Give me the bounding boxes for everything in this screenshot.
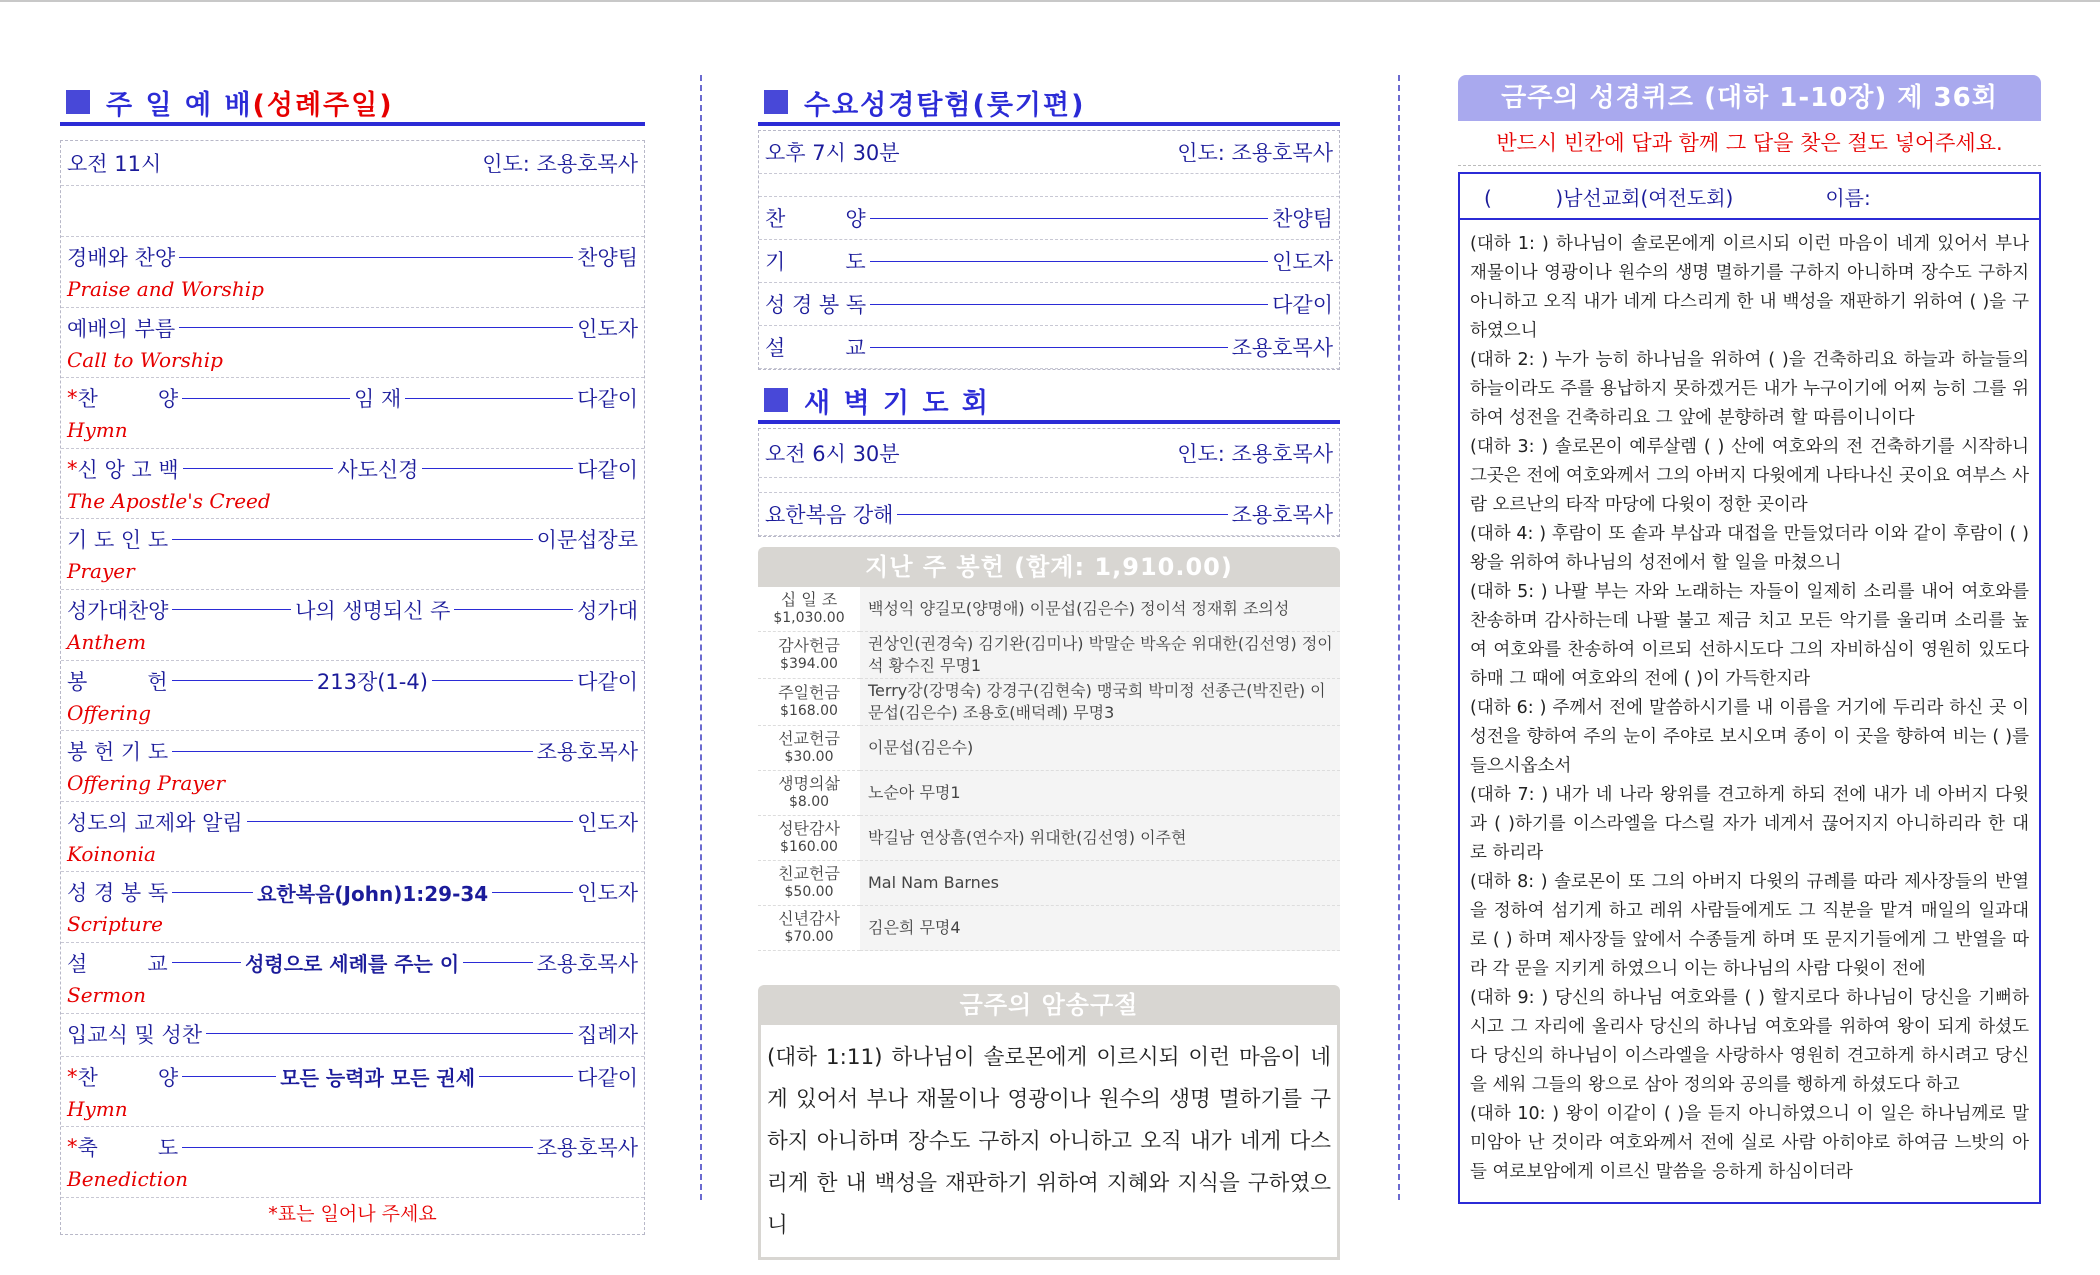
item-person: 조용호목사 bbox=[536, 740, 638, 765]
offering-names: 권상인(권경숙) 김기완(김미나) 박말순 박옥순 위대한(김선영) 정이석 황수진 무명1 bbox=[860, 632, 1340, 679]
offering-row bbox=[758, 771, 1340, 816]
quiz-question: (대하 4: ) 후람이 또 솥과 부삽과 대접을 만들었더라 이와 같이 후람이 ( ) 왕을 위하여 하나님의 성전에서 할 일을 마쳤으니 bbox=[1470, 524, 2029, 573]
offering-amount: $30.00 bbox=[784, 749, 834, 765]
item-person: 이문섭장로 bbox=[536, 528, 638, 553]
leader-line bbox=[870, 304, 1268, 305]
item-label: 설 교 bbox=[67, 951, 168, 976]
item-english: Hymn bbox=[67, 1096, 128, 1121]
item-label: 성가대찬양 bbox=[67, 598, 169, 623]
item-detail: 사도신경 bbox=[337, 457, 419, 482]
offering-title: 지난 주 봉헌 (합계: 1,910.00) bbox=[758, 547, 1340, 587]
leader-line bbox=[172, 962, 241, 963]
item-detail: 213장(1-4) bbox=[316, 669, 428, 694]
leader-line bbox=[454, 609, 573, 610]
item-person: 인도자 bbox=[577, 810, 638, 835]
item-english: Hymn bbox=[67, 418, 128, 443]
item-label: 설 교 bbox=[765, 336, 866, 360]
item-english: Call to Worship bbox=[67, 347, 223, 372]
service-item bbox=[61, 237, 644, 308]
item-label: 입교식 및 성찬 bbox=[67, 1022, 203, 1047]
item-english: Offering bbox=[67, 700, 152, 725]
blank-row bbox=[759, 174, 1339, 197]
item-person: 다같이 bbox=[577, 1065, 639, 1090]
item-english: Benediction bbox=[67, 1167, 189, 1192]
column-divider bbox=[700, 75, 702, 1200]
item-label: 성 경 봉 독 bbox=[765, 293, 867, 317]
leader-line bbox=[172, 751, 532, 752]
quiz-question: (대하 6: ) 주께서 전에 말씀하시기를 내 이름을 거기에 두리라 하신 곳 이 성전을 향하여 주의 눈이 주야로 보시오며 종이 이 곳을 향하여 비는 ( )를 들으시옵소서 bbox=[1470, 698, 2029, 776]
offering-amount: $160.00 bbox=[780, 839, 838, 855]
section-title: 새 벽 기 도 회 bbox=[804, 387, 991, 419]
service-time: 오후 7시 30분 bbox=[765, 141, 900, 165]
leader-line bbox=[172, 609, 291, 610]
offering-row bbox=[758, 587, 1340, 632]
item-label: 찬 양 bbox=[765, 207, 866, 231]
leader-line bbox=[182, 1076, 276, 1077]
offering-amount: $168.00 bbox=[780, 703, 838, 719]
item-line bbox=[67, 519, 638, 559]
service-item bbox=[61, 590, 644, 661]
offering-type: 감사헌금 bbox=[778, 636, 840, 655]
leader-line bbox=[183, 468, 334, 469]
leader-line bbox=[179, 257, 573, 258]
offering-type: 생명의삶 bbox=[778, 774, 840, 793]
section-header bbox=[60, 82, 645, 126]
service-item bbox=[61, 731, 644, 802]
item-english: Koinonia bbox=[67, 841, 156, 866]
item-label: 성 경 봉 독 bbox=[67, 881, 169, 906]
quiz-question: (대하 1: ) 하나님이 솔로몬에게 이르시되 이런 마음이 네게 있어서 부나 재물이나 영광이나 원수의 생명 멸하기를 구하지 아니하며 장수도 구하지 아니하고 오직 내가 네게 다스리게 한 내 백성을 재판하기 위하여 ( )을 구하였으니 bbox=[1470, 234, 2029, 341]
offering-type: 십 일 조 bbox=[780, 590, 838, 609]
leader-line bbox=[432, 680, 573, 681]
item-label: 봉 헌 bbox=[67, 669, 168, 694]
offering-type-cell bbox=[758, 679, 860, 726]
offering-amount: $50.00 bbox=[784, 884, 834, 900]
service-leader: 인도: 조용호목사 bbox=[1177, 141, 1333, 165]
item-detail: 모든 능력과 모든 권세 bbox=[280, 1066, 476, 1091]
offering-amount: $394.00 bbox=[780, 656, 838, 672]
item-person: 조용호목사 bbox=[1231, 336, 1333, 360]
item-label: 요한복음 강해 bbox=[765, 503, 894, 527]
item-line bbox=[67, 449, 638, 489]
top-border-line bbox=[0, 0, 2100, 2]
section-title bbox=[106, 83, 394, 122]
item-detail: 성령으로 세례를 주는 이 bbox=[245, 952, 460, 977]
quiz-question: (대하 3: ) 솔로몬이 예루살렘 ( ) 산에 여호와의 전 건축하기를 시작하니 그곳은 전에 여호와께서 그의 아버지 다윗에게 나타나신 곳이요 여부스 사람 오르난의 타작 마당에 다윗이 정한 곳이라 bbox=[1470, 437, 2029, 515]
item-label: 찬 양 bbox=[77, 387, 179, 412]
offering-names: 김은희 무명4 bbox=[860, 906, 1340, 951]
square-bullet-icon bbox=[764, 388, 788, 412]
wednesday-item bbox=[759, 283, 1339, 326]
item-detail: 나의 생명되신 주 bbox=[295, 598, 451, 623]
service-time: 오전 11시 bbox=[67, 152, 162, 176]
quiz-question: (대하 9: ) 당신의 하나님 여호와를 ( ) 할지로다 하나님이 당신을 기뻐하시고 그 자리에 올리사 당신의 하나님 여호와를 위하여 왕이 되게 하셨도다 당신의 하나님이 이스라엘을 사랑하사 영원히 견고하게 하시려고 당신을 세워 그들의 왕으로 삼아 정의와 공의를 행하게 하셨도다 하고 bbox=[1470, 988, 2029, 1095]
item-label: 경배와 찬양 bbox=[67, 246, 176, 270]
offering-type-cell bbox=[758, 632, 860, 679]
item-label: 성도의 교제와 알림 bbox=[67, 810, 243, 835]
standing-note: *표는 일어나 주세요 bbox=[268, 1202, 437, 1225]
wednesday-item bbox=[759, 240, 1339, 283]
item-line bbox=[67, 943, 638, 983]
wednesday-service bbox=[758, 130, 1340, 370]
leader-line bbox=[172, 892, 253, 893]
service-leader: 인도: 조용호목사 bbox=[482, 152, 638, 176]
leader-line bbox=[172, 680, 313, 681]
offering-type: 성탄감사 bbox=[778, 819, 840, 838]
item-label: 찬 양 bbox=[77, 1065, 179, 1090]
item-person: 인도자 bbox=[577, 881, 639, 906]
item-detail: 요한복음(John)1:29-34 bbox=[257, 881, 489, 906]
offering-row bbox=[758, 679, 1340, 726]
square-bullet-icon bbox=[66, 90, 90, 114]
quiz-question: (대하 2: ) 누가 능히 하나님을 위하여 ( )을 건축하리요 하늘과 하늘들의 하늘이라도 주를 용납하지 못하겠거든 내가 누구이기에 어찌 능히 그를 위하여 성전을 건축하리요 그 앞에 분향하려 할 따름이니이다 bbox=[1470, 350, 2029, 428]
item-line bbox=[67, 872, 638, 912]
quiz-title: 금주의 성경퀴즈 (대하 1-10장) 제 36회 bbox=[1458, 75, 2041, 121]
item-label: 봉 헌 기 도 bbox=[67, 740, 169, 765]
service-time: 오전 6시 30분 bbox=[765, 442, 900, 466]
offering-names: Mal Nam Barnes bbox=[860, 861, 1340, 906]
title-highlight: (성례주일) bbox=[252, 89, 394, 121]
offering-table bbox=[758, 587, 1340, 951]
item-person: 다같이 bbox=[1272, 293, 1333, 317]
item-english: Offering Prayer bbox=[67, 771, 226, 796]
service-item bbox=[61, 943, 644, 1014]
quiz-question: (대하 5: ) 나팔 부는 자와 노래하는 자들이 일제히 소리를 내어 여호와를 찬송하며 감사하는데 나팔 불고 제금 치고 모든 악기를 울리며 소리를 높여 여호와를 찬송하여 이르되 선하시도다 그의 자비하심이 영원히 있도다 하매 그 때에 여호와의 전에 ( )이 가득한지라 bbox=[1470, 582, 2029, 689]
name-field-label: 이름: bbox=[1825, 185, 1871, 210]
leader-line bbox=[463, 962, 532, 963]
standing-marker: * bbox=[67, 386, 78, 411]
item-label: 기 도 bbox=[765, 250, 866, 274]
item-label: 기 도 인 도 bbox=[67, 528, 169, 553]
quiz-question: (대하 8: ) 솔로몬이 또 그의 아버지 다윗의 규례를 따라 제사장들의 반열을 정하여 섬기게 하고 레위 사람들에게도 그 직분을 맡겨 매일의 일과대로 ( ) 하며 제사장들 앞에서 수종들게 하며 또 문지기들에게 그 반열을 따라 각 문을 지키게 하였으니 이는 하나님의 사람 다윗이 전에 bbox=[1470, 872, 2029, 979]
service-item bbox=[61, 872, 644, 943]
service-item bbox=[61, 1014, 644, 1057]
offering-type: 선교헌금 bbox=[778, 729, 840, 748]
leader-line bbox=[182, 398, 350, 399]
offering-amount: $1,030.00 bbox=[773, 610, 845, 626]
leader-line bbox=[479, 1076, 573, 1077]
offering-row bbox=[758, 816, 1340, 861]
item-person: 인도자 bbox=[577, 316, 638, 341]
item-line bbox=[67, 378, 638, 418]
verse-text: (대하 1:11) 하나님이 솔로몬에게 이르시되 이런 마음이 네게 있어서 부나 재물이나 영광이나 원수의 생명 멸하기를 구하지 아니하며 장수도 구하지 아니하고 오직 내가 네게 다스리게 한 내 백성을 재판하기 위하여 지혜와 지식을 구하였으니 bbox=[758, 1025, 1340, 1260]
service-item bbox=[61, 378, 644, 449]
item-person: 다같이 bbox=[577, 457, 638, 482]
offering-type-cell bbox=[758, 816, 860, 861]
dawn-item bbox=[759, 493, 1339, 536]
blank-row bbox=[61, 186, 644, 237]
quiz-question: (대하 10: ) 왕이 이같이 ( )을 듣지 아니하였으니 이 일은 하나님께로 말미암아 난 것이라 여호와께서 전에 실로 사람 아히야로 하여금 느밧의 아들 여로보암에게 이르신 말씀을 응하게 하심이더라 bbox=[1470, 1104, 2029, 1182]
item-english: Anthem bbox=[67, 629, 147, 654]
item-person: 조용호목사 bbox=[536, 951, 638, 976]
section-title: 수요성경탐험(룻기편) bbox=[804, 89, 1086, 121]
verse-title: 금주의 암송구절 bbox=[758, 985, 1340, 1025]
item-person: 성가대 bbox=[577, 598, 638, 623]
quiz-answer-sheet bbox=[1458, 172, 2041, 1204]
item-person: 찬양팀 bbox=[577, 246, 638, 270]
section-header bbox=[758, 380, 1340, 424]
item-person: 다같이 bbox=[577, 669, 639, 694]
order-of-service bbox=[60, 140, 645, 1235]
item-detail: 임 재 bbox=[354, 387, 402, 412]
leader-line bbox=[405, 398, 573, 399]
item-line bbox=[67, 661, 638, 701]
wednesday-item bbox=[759, 197, 1339, 240]
item-line bbox=[67, 1014, 638, 1054]
item-english: The Apostle's Creed bbox=[67, 488, 271, 513]
service-item bbox=[61, 519, 644, 590]
offering-type: 신년감사 bbox=[778, 909, 840, 928]
service-item bbox=[61, 802, 644, 873]
offering-type-cell bbox=[758, 906, 860, 951]
weekday-section bbox=[758, 82, 1340, 1260]
offering-type: 주일헌금 bbox=[778, 683, 840, 702]
quiz-name-row bbox=[1460, 174, 2039, 220]
offering-type-cell bbox=[758, 771, 860, 816]
leader-line bbox=[422, 468, 573, 469]
offering-names: 이문섭(김은수) bbox=[860, 726, 1340, 771]
leader-line bbox=[206, 1033, 573, 1034]
offering-section bbox=[758, 547, 1340, 951]
item-right: 조용호목사 bbox=[1231, 503, 1333, 527]
service-leader: 인도: 조용호목사 bbox=[1177, 442, 1333, 466]
item-person: 인도자 bbox=[1272, 250, 1333, 274]
offering-row bbox=[758, 632, 1340, 679]
offering-type-cell bbox=[758, 861, 860, 906]
item-english: Prayer bbox=[67, 559, 135, 584]
quiz-instruction: 반드시 빈칸에 답과 함께 그 답을 찾은 절도 넣어주세요. bbox=[1458, 121, 2041, 166]
church-group-field[interactable]: ( )남선교회(여전도회) bbox=[1484, 185, 1734, 210]
bible-quiz-section bbox=[1458, 75, 2041, 1204]
leader-line bbox=[870, 261, 1268, 262]
title-main: 주 일 예 배 bbox=[106, 89, 253, 121]
offering-row bbox=[758, 726, 1340, 771]
dawn-prayer-service bbox=[758, 428, 1340, 537]
memory-verse-section bbox=[758, 985, 1340, 1260]
time-row bbox=[759, 131, 1339, 174]
time-row bbox=[61, 141, 644, 186]
column-divider bbox=[1398, 75, 1400, 1200]
wednesday-item bbox=[759, 326, 1339, 369]
offering-amount: $70.00 bbox=[784, 929, 834, 945]
item-line bbox=[67, 802, 638, 842]
service-item bbox=[61, 449, 644, 520]
section-header bbox=[758, 82, 1340, 126]
item-english: Sermon bbox=[67, 982, 146, 1007]
offering-amount: $8.00 bbox=[788, 794, 830, 810]
offering-names: 백성익 양길모(양명애) 이문섭(김은수) 정이석 정재휘 조의성 bbox=[860, 587, 1340, 632]
leader-line bbox=[870, 218, 1268, 219]
offering-names: 노순아 무명1 bbox=[860, 771, 1340, 816]
item-person: 조용호목사 bbox=[536, 1136, 638, 1161]
item-line bbox=[67, 308, 638, 348]
item-line bbox=[67, 590, 638, 630]
offering-type: 친교헌금 bbox=[778, 864, 840, 883]
item-english: Scripture bbox=[67, 912, 163, 937]
service-item bbox=[61, 1127, 644, 1198]
offering-type-cell bbox=[758, 726, 860, 771]
leader-line bbox=[492, 892, 573, 893]
square-bullet-icon bbox=[764, 90, 788, 114]
item-person: 집례자 bbox=[577, 1022, 638, 1047]
blank-row bbox=[759, 478, 1339, 493]
leader-line bbox=[897, 514, 1227, 515]
leader-line bbox=[179, 327, 573, 328]
item-line bbox=[67, 237, 638, 277]
leader-line bbox=[870, 347, 1228, 348]
time-row bbox=[759, 429, 1339, 478]
leader-line bbox=[247, 821, 574, 822]
service-item bbox=[61, 1057, 644, 1128]
item-label: 예배의 부름 bbox=[67, 316, 176, 341]
quiz-question: (대하 7: ) 내가 네 나라 왕위를 견고하게 하되 전에 내가 네 아버지 다윗과 ( )하기를 이스라엘을 다스릴 자가 네게서 끊어지지 아니하리라 한 대로 하리라 bbox=[1470, 785, 2029, 863]
standing-marker: * bbox=[67, 456, 78, 481]
offering-names: 박길남 연상흠(연수자) 위대한(김선영) 이주현 bbox=[860, 816, 1340, 861]
offering-type-cell bbox=[758, 587, 860, 632]
service-item bbox=[61, 661, 644, 732]
leader-line bbox=[182, 1147, 532, 1148]
item-line bbox=[67, 1057, 638, 1097]
item-label: 축 도 bbox=[77, 1136, 179, 1161]
item-label: 신 앙 고 백 bbox=[77, 457, 179, 482]
sunday-worship-section bbox=[60, 82, 645, 1235]
item-line bbox=[67, 1127, 638, 1167]
offering-row bbox=[758, 861, 1340, 906]
item-person: 찬양팀 bbox=[1272, 207, 1333, 231]
item-line bbox=[67, 731, 638, 771]
item-person: 다같이 bbox=[577, 387, 639, 412]
service-item bbox=[61, 308, 644, 379]
item-english: Praise and Worship bbox=[67, 277, 264, 301]
leader-line bbox=[172, 539, 532, 540]
offering-names: Terry강(강명숙) 강경구(김현숙) 맹국희 박미정 선종근(박진란) 이문섭(김은수) 조용호(배덕례) 무명3 bbox=[860, 679, 1340, 726]
offering-row bbox=[758, 906, 1340, 951]
standing-marker: * bbox=[67, 1135, 78, 1160]
standing-marker: * bbox=[67, 1064, 78, 1089]
